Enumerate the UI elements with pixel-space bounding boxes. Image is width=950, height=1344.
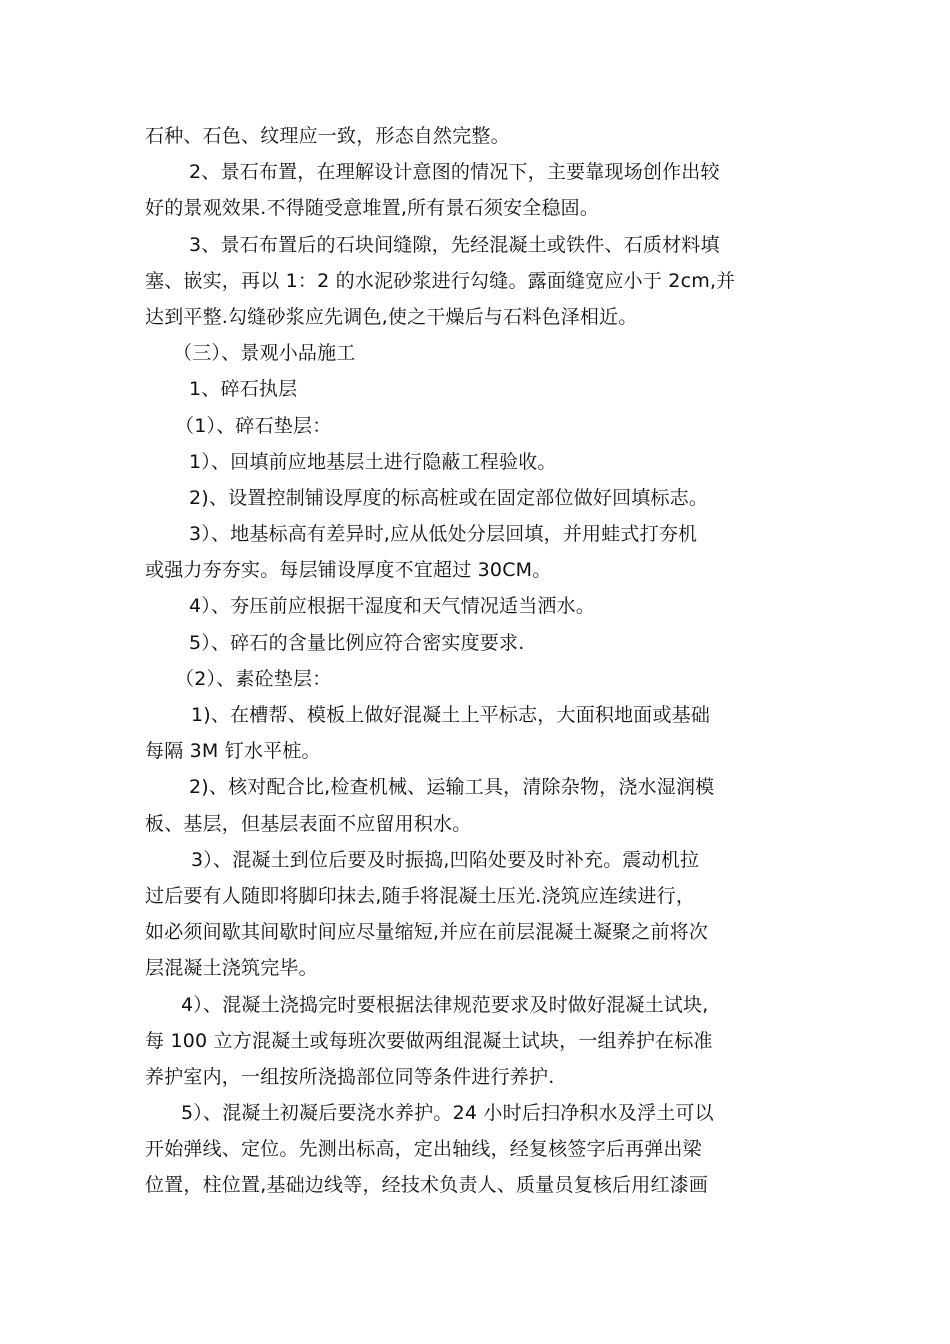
paragraph-line: 3、景石布置后的石块间缝隙，先经混凝土或铁件、石质材料填 bbox=[189, 233, 720, 256]
paragraph-line: 位置，柱位置,基础边线等，经技术负责人、质量员复核后用红漆画 bbox=[145, 1174, 709, 1197]
paragraph-line: 养护室内，一组按所浇捣部位同等条件进行养护. bbox=[145, 1065, 555, 1088]
subsection-heading: （2）、素砼垫层： bbox=[175, 667, 332, 690]
paragraph-line: 每 100 立方混凝土或每班次要做两组混凝土试块，一组养护在标准 bbox=[145, 1029, 713, 1052]
paragraph-line: 3）、混凝土到位后要及时振捣,凹陷处要及时补充。震动机拉 bbox=[191, 848, 700, 871]
document-body bbox=[145, 118, 810, 1204]
paragraph-line: 5）、混凝土初凝后要浇水养护。24 小时后扫净积水及浮土可以 bbox=[181, 1102, 714, 1125]
paragraph-line: 板、基层，但基层表面不应留用积水。 bbox=[145, 812, 472, 835]
section-heading: （三）、景观小品施工 bbox=[173, 342, 356, 365]
paragraph-line: 如必须间歇其间歇时间应尽量缩短,并应在前层混凝土凝聚之前将次 bbox=[145, 921, 709, 944]
paragraph-line: 每隔 3M 钉水平桩。 bbox=[145, 740, 321, 763]
paragraph-line: 塞、嵌实，再以 1：2 的水泥砂浆进行勾缝。露面缝宽应小于 2cm,并 bbox=[145, 269, 736, 292]
paragraph-line: 层混凝土浇筑完毕。 bbox=[145, 957, 318, 980]
paragraph-line: 4）、混凝土浇捣完时要根据法律规范要求及时做好混凝土试块, bbox=[181, 993, 709, 1016]
paragraph-line: 5）、碎石的含量比例应符合密实度要求. bbox=[189, 631, 525, 654]
paragraph-line: 开始弹线、定位。先测出标高，定出轴线，经复核签字后再弹出梁 bbox=[145, 1138, 702, 1161]
subsection-heading: （1）、碎石垫层： bbox=[175, 414, 332, 437]
paragraph-line: 2)、设置控制铺设厚度的标高桩或在固定部位做好回填标志。 bbox=[189, 486, 709, 509]
subsection-heading: 1、碎石执层 bbox=[189, 378, 298, 401]
paragraph-line: 1)、在槽帮、模板上做好混凝土上平标志，大面积地面或基础 bbox=[191, 704, 711, 726]
paragraph-line: 1）、回填前应地基层土进行隐蔽工程验收。 bbox=[189, 450, 557, 473]
paragraph-line: 好的景观效果.不得随受意堆置,所有景石须安全稳固。 bbox=[145, 197, 600, 220]
paragraph-line: 2、景石布置，在理解设计意图的情况下，主要靠现场创作出较 bbox=[189, 161, 720, 184]
paragraph-line: 4）、夯压前应根据干湿度和天气情况适当洒水。 bbox=[189, 595, 595, 618]
paragraph-line: 2)、核对配合比,检查机械、运输工具，清除杂物，浇水湿润模 bbox=[189, 776, 715, 799]
paragraph-line: 3）、地基标高有差异时,应从低处分层回填，并用蛙式打夯机 bbox=[189, 523, 698, 546]
paragraph-line: 石种、石色、纹理应一致，形态自然完整。 bbox=[145, 125, 510, 147]
paragraph-line: 或强力夯夯实。每层铺设厚度不宜超过 30CM。 bbox=[145, 559, 552, 582]
paragraph-line: 达到平整.勾缝砂浆应先调色,使之干燥后与石料色泽相近。 bbox=[145, 305, 638, 328]
paragraph-line: 过后要有人随即将脚印抹去,随手将混凝土压光.浇筑应连续进行， bbox=[145, 884, 696, 907]
